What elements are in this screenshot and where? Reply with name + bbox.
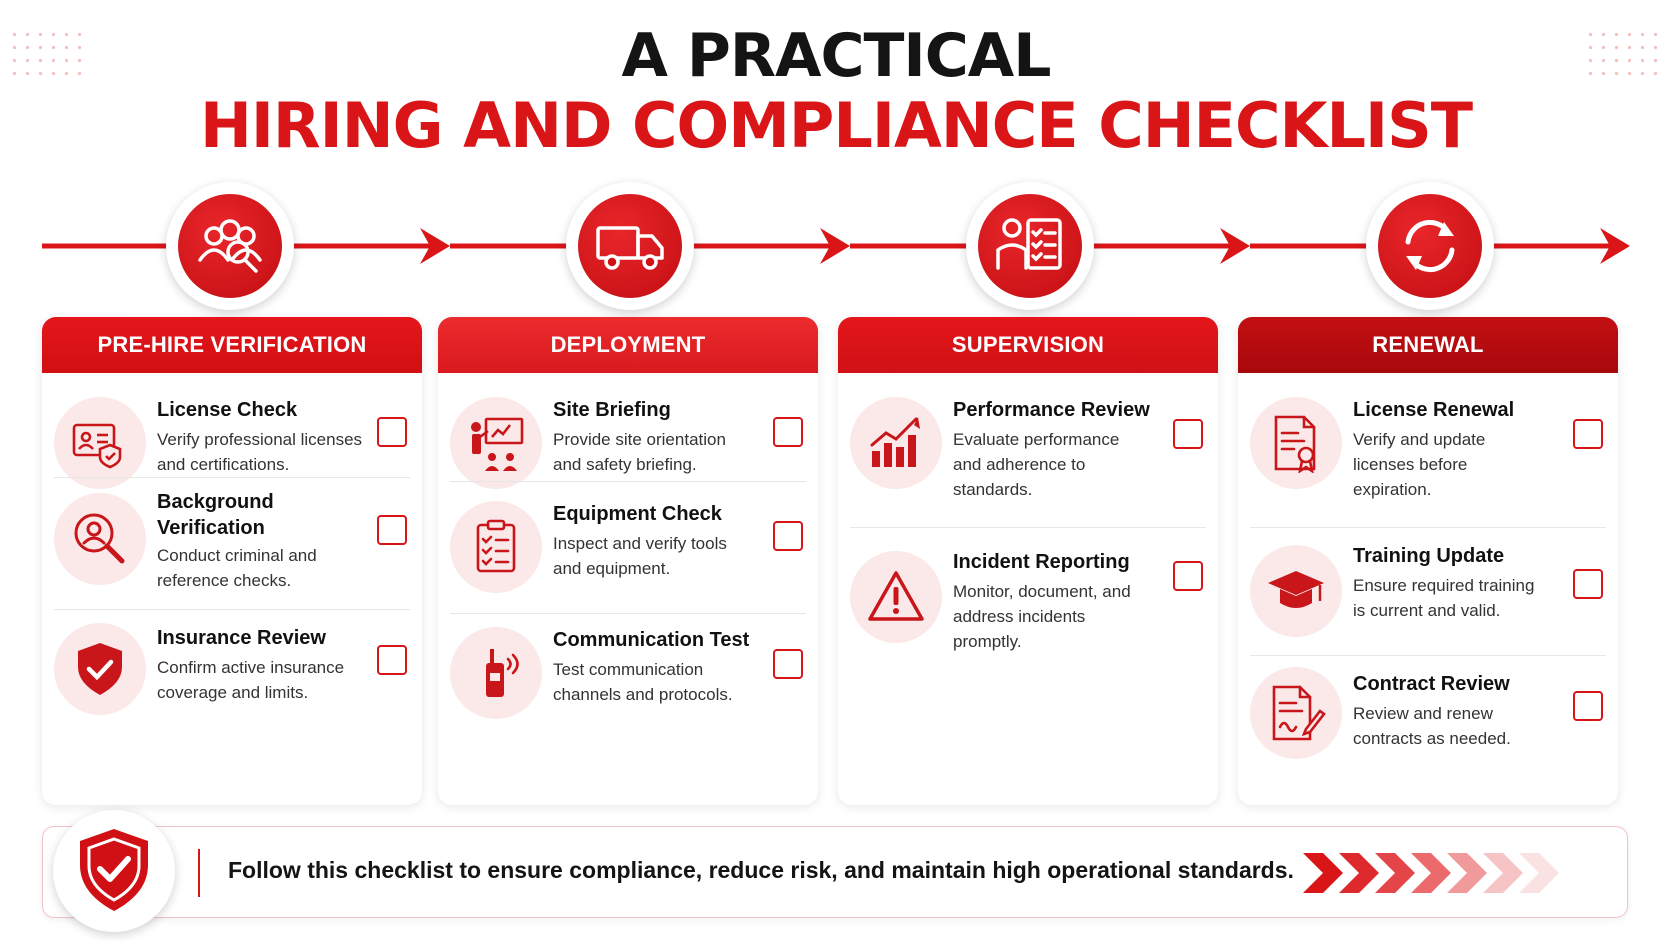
- item-icon-circle: [450, 501, 542, 593]
- item-description: Ensure required training is current and valid.: [1353, 576, 1535, 620]
- footer-divider: [198, 849, 200, 897]
- item-description: Review and renew contracts as needed.: [1353, 704, 1511, 748]
- id-card-shield-icon: [70, 413, 130, 473]
- contract-pen-icon: [1266, 683, 1326, 743]
- checkbox-background-verification[interactable]: [377, 515, 407, 545]
- checkbox-contract-review[interactable]: [1573, 691, 1603, 721]
- item-title: Training Update: [1353, 545, 1505, 567]
- step-icon-pre-hire: [166, 182, 294, 310]
- item-icon-circle: [54, 397, 146, 489]
- item-title: Incident Reporting: [953, 551, 1130, 573]
- user-search-icon: [70, 509, 130, 569]
- title-line-1: A PRACTICAL: [621, 21, 1051, 91]
- shield-check-icon: [70, 639, 130, 699]
- column-pre-hire-verification: [42, 317, 422, 805]
- item-description: Verify professional licenses and certifications.: [157, 430, 363, 474]
- item-title: License Renewal: [1353, 399, 1515, 421]
- radio-icon: [466, 643, 526, 703]
- item-divider: [54, 477, 410, 478]
- bar-chart-icon: [866, 413, 926, 473]
- step-icon-renewal: [1366, 182, 1494, 310]
- footer-banner: [42, 826, 1628, 918]
- item-divider: [1250, 527, 1606, 528]
- item-title: Insurance Review: [157, 627, 326, 649]
- footer-badge: [53, 810, 175, 932]
- footer-message: Follow this checklist to ensure compliance, reduce risk, and maintain high operational standards.: [228, 857, 1294, 883]
- presentation-icon: [466, 413, 526, 473]
- shield-check-icon: [74, 827, 154, 915]
- item-title: Contract Review: [1353, 673, 1510, 695]
- checkbox-performance-review[interactable]: [1173, 419, 1203, 449]
- item-description: Verify and update licenses before expiration.: [1353, 430, 1486, 499]
- item-description: Inspect and verify tools and equipment.: [553, 534, 727, 578]
- step-icon-deployment: [566, 182, 694, 310]
- item-description: Monitor, document, and address incidents promptly.: [953, 582, 1131, 651]
- step-icon-supervision: [966, 182, 1094, 310]
- chevron-arrows-icon: [1303, 849, 1563, 897]
- column-header: SUPERVISION: [838, 317, 1218, 373]
- item-title: Performance Review: [953, 399, 1150, 421]
- checkbox-training-update[interactable]: [1573, 569, 1603, 599]
- refresh-icon: [1388, 204, 1472, 288]
- checkbox-incident-reporting[interactable]: [1173, 561, 1203, 591]
- item-icon-circle: [54, 493, 146, 585]
- checkbox-equipment-check[interactable]: [773, 521, 803, 551]
- item-description: Test communication channels and protocols.: [553, 660, 733, 704]
- item-divider: [450, 481, 806, 482]
- item-title: Equipment Check: [553, 503, 722, 525]
- checkbox-communication-test[interactable]: [773, 649, 803, 679]
- column-renewal: [1238, 317, 1618, 805]
- item-description: Evaluate performance and adherence to standards.: [953, 430, 1120, 499]
- item-icon-circle: [1250, 545, 1342, 637]
- column-deployment: [438, 317, 818, 805]
- item-divider: [1250, 655, 1606, 656]
- item-icon-circle: [850, 551, 942, 643]
- column-header: DEPLOYMENT: [438, 317, 818, 373]
- item-title: Site Briefing: [553, 399, 671, 421]
- warning-icon: [866, 567, 926, 627]
- title-line-2: HIRING AND COMPLIANCE CHECKLIST: [199, 89, 1473, 162]
- item-icon-circle: [54, 623, 146, 715]
- item-divider: [54, 609, 410, 610]
- checkbox-site-briefing[interactable]: [773, 417, 803, 447]
- item-description: Conduct criminal and reference checks.: [157, 546, 317, 590]
- item-divider: [450, 613, 806, 614]
- item-icon-circle: [450, 397, 542, 489]
- certificate-icon: [1266, 413, 1326, 473]
- item-icon-circle: [450, 627, 542, 719]
- column-supervision: [838, 317, 1218, 805]
- item-title: Communication Test: [553, 629, 750, 651]
- clipboard-checklist-icon: [466, 517, 526, 577]
- column-header: RENEWAL: [1238, 317, 1618, 373]
- item-icon-circle: [850, 397, 942, 489]
- item-divider: [850, 527, 1206, 528]
- checkbox-license-renewal[interactable]: [1573, 419, 1603, 449]
- truck-icon: [588, 204, 672, 288]
- item-title: Background Verification: [157, 491, 274, 539]
- checkbox-insurance-review[interactable]: [377, 645, 407, 675]
- column-header: PRE-HIRE VERIFICATION: [42, 317, 422, 373]
- graduation-cap-icon: [1266, 561, 1326, 621]
- people-search-icon: [188, 204, 272, 288]
- item-icon-circle: [1250, 397, 1342, 489]
- item-description: Confirm active insurance coverage and limits.: [157, 658, 345, 702]
- item-icon-circle: [1250, 667, 1342, 759]
- item-title: License Check: [157, 399, 298, 421]
- page-title: [0, 22, 1672, 162]
- item-description: Provide site orientation and safety briefing.: [553, 430, 726, 474]
- checkbox-license-check[interactable]: [377, 417, 407, 447]
- supervisor-checklist-icon: [988, 204, 1072, 288]
- process-timeline: [0, 170, 1672, 320]
